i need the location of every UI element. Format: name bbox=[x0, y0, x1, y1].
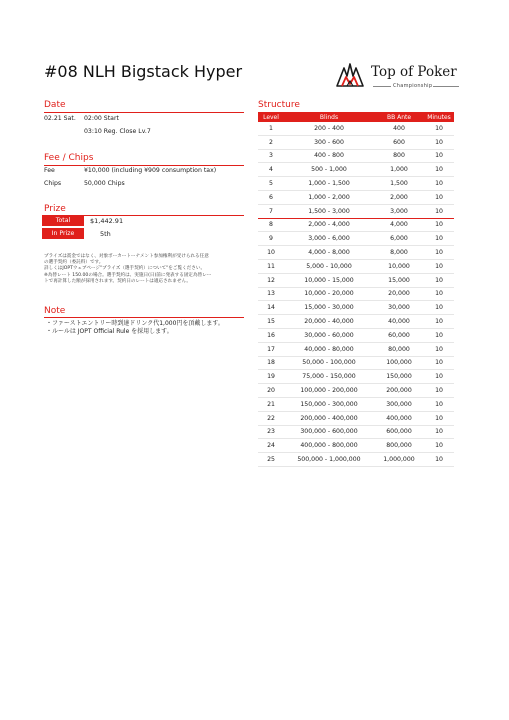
col-minutes: Minutes bbox=[424, 112, 454, 122]
minutes-cell: 10 bbox=[424, 425, 454, 439]
bb-ante-cell: 800,000 bbox=[374, 439, 424, 453]
level-cell: 11 bbox=[258, 259, 284, 273]
col-blinds: Blinds bbox=[284, 112, 374, 122]
blinds-cell: 10,000 - 20,000 bbox=[284, 287, 374, 301]
blinds-cell: 500,000 - 1,000,000 bbox=[284, 453, 374, 467]
blinds-cell: 50,000 - 100,000 bbox=[284, 356, 374, 370]
prize-total-label: Total bbox=[42, 215, 84, 226]
minutes-cell: 10 bbox=[424, 328, 454, 342]
prize-inprize-value: 5th bbox=[100, 230, 111, 238]
level-cell: 2 bbox=[258, 135, 284, 149]
minutes-cell: 10 bbox=[424, 439, 454, 453]
prize-note-line: トで再計算した額が採用されます。契約日のレートは適応されません。 bbox=[44, 278, 191, 284]
prize-note-line: の選手契約（委託料）です。 bbox=[44, 260, 104, 266]
date-day: 02.21 Sat. bbox=[44, 115, 76, 122]
bb-ante-cell: 150,000 bbox=[374, 370, 424, 384]
level-cell: 12 bbox=[258, 273, 284, 287]
chips-label: Chips bbox=[44, 180, 62, 187]
blinds-cell: 40,000 - 80,000 bbox=[284, 342, 374, 356]
bb-ante-cell: 1,000 bbox=[374, 163, 424, 177]
level-cell: 3 bbox=[258, 149, 284, 163]
blinds-cell: 5,000 - 10,000 bbox=[284, 259, 374, 273]
level-cell: 9 bbox=[258, 232, 284, 246]
table-row bbox=[258, 384, 454, 398]
table-row bbox=[258, 177, 454, 191]
level-cell: 1 bbox=[258, 122, 284, 135]
blinds-cell: 400 - 800 bbox=[284, 149, 374, 163]
structure-heading: Structure bbox=[258, 100, 300, 110]
level-cell: 7 bbox=[258, 204, 284, 218]
prize-total-value: $1,442.91 bbox=[90, 217, 124, 225]
level-cell: 4 bbox=[258, 163, 284, 177]
level-cell: 15 bbox=[258, 315, 284, 329]
table-row bbox=[258, 204, 454, 218]
bb-ante-cell: 100,000 bbox=[374, 356, 424, 370]
table-row bbox=[258, 122, 454, 135]
level-cell: 14 bbox=[258, 301, 284, 315]
level-cell: 22 bbox=[258, 411, 284, 425]
minutes-cell: 10 bbox=[424, 204, 454, 218]
blinds-cell: 20,000 - 40,000 bbox=[284, 315, 374, 329]
minutes-cell: 10 bbox=[424, 384, 454, 398]
bb-ante-cell: 2,000 bbox=[374, 190, 424, 204]
level-cell: 13 bbox=[258, 287, 284, 301]
date-heading: Date bbox=[44, 100, 66, 110]
bb-ante-cell: 400,000 bbox=[374, 411, 424, 425]
minutes-cell: 10 bbox=[424, 190, 454, 204]
bb-ante-cell: 4,000 bbox=[374, 218, 424, 232]
minutes-cell: 10 bbox=[424, 397, 454, 411]
minutes-cell: 10 bbox=[424, 411, 454, 425]
blinds-cell: 30,000 - 60,000 bbox=[284, 328, 374, 342]
bb-ante-cell: 200,000 bbox=[374, 384, 424, 398]
minutes-cell: 10 bbox=[424, 287, 454, 301]
blinds-cell: 300 - 600 bbox=[284, 135, 374, 149]
minutes-cell: 10 bbox=[424, 149, 454, 163]
level-cell: 25 bbox=[258, 453, 284, 467]
table-row bbox=[258, 356, 454, 370]
table-row bbox=[258, 246, 454, 260]
level-cell: 23 bbox=[258, 425, 284, 439]
bb-ante-cell: 1,500 bbox=[374, 177, 424, 191]
table-row bbox=[258, 190, 454, 204]
blinds-cell: 1,000 - 1,500 bbox=[284, 177, 374, 191]
bb-ante-cell: 600 bbox=[374, 135, 424, 149]
bb-ante-cell: 800 bbox=[374, 149, 424, 163]
table-row bbox=[258, 425, 454, 439]
blinds-cell: 1,000 - 2,000 bbox=[284, 190, 374, 204]
prize-note-line: プライズは賞金ではなく、対象ポーカートーナメント参加権利が受けられる任意 bbox=[44, 254, 209, 259]
chips-value: 50,000 Chips bbox=[84, 180, 125, 187]
bb-ante-cell: 10,000 bbox=[374, 259, 424, 273]
prize-note-line: ※為替レート 150.00の場合。選手契約は、実施日(日)前に発表する固定為替レー bbox=[44, 272, 212, 278]
blinds-cell: 100,000 - 200,000 bbox=[284, 384, 374, 398]
reg-close: 03:10 Reg. Close Lv.7 bbox=[84, 128, 151, 135]
prize-note bbox=[44, 254, 249, 285]
table-row bbox=[258, 397, 454, 411]
structure-table bbox=[258, 112, 454, 467]
minutes-cell: 10 bbox=[424, 315, 454, 329]
level-cell: 21 bbox=[258, 397, 284, 411]
table-row bbox=[258, 328, 454, 342]
blinds-cell: 3,000 - 6,000 bbox=[284, 232, 374, 246]
blinds-cell: 300,000 - 600,000 bbox=[284, 425, 374, 439]
minutes-cell: 10 bbox=[424, 356, 454, 370]
minutes-cell: 10 bbox=[424, 177, 454, 191]
blinds-cell: 15,000 - 30,000 bbox=[284, 301, 374, 315]
table-row bbox=[258, 342, 454, 356]
table-row bbox=[258, 149, 454, 163]
blinds-cell: 500 - 1,000 bbox=[284, 163, 374, 177]
table-row bbox=[258, 453, 454, 467]
minutes-cell: 10 bbox=[424, 370, 454, 384]
logo-subtitle: Championship bbox=[393, 83, 433, 89]
minutes-cell: 10 bbox=[424, 163, 454, 177]
logo-name: Top of Poker bbox=[371, 64, 457, 80]
minutes-cell: 10 bbox=[424, 218, 454, 232]
minutes-cell: 10 bbox=[424, 453, 454, 467]
minutes-cell: 10 bbox=[424, 273, 454, 287]
level-cell: 18 bbox=[258, 356, 284, 370]
bb-ante-cell: 1,000,000 bbox=[374, 453, 424, 467]
blinds-cell: 150,000 - 300,000 bbox=[284, 397, 374, 411]
table-row bbox=[258, 370, 454, 384]
note-heading: Note bbox=[44, 306, 66, 316]
blinds-cell: 4,000 - 8,000 bbox=[284, 246, 374, 260]
minutes-cell: 10 bbox=[424, 246, 454, 260]
prize-note-line: 詳しくはJOPTウェブページ"プライズ（選手契約）について"をご覧ください。 bbox=[44, 266, 206, 272]
bb-ante-cell: 80,000 bbox=[374, 342, 424, 356]
level-cell: 16 bbox=[258, 328, 284, 342]
level-cell: 20 bbox=[258, 384, 284, 398]
col-bb-ante: BB Ante bbox=[374, 112, 424, 122]
level-cell: 17 bbox=[258, 342, 284, 356]
bb-ante-cell: 300,000 bbox=[374, 397, 424, 411]
blinds-cell: 200 - 400 bbox=[284, 122, 374, 135]
prize-heading: Prize bbox=[44, 204, 66, 214]
minutes-cell: 10 bbox=[424, 122, 454, 135]
note-line: ・ファーストエントリー時到達ドリンク代1,000円を頂戴します。 bbox=[46, 320, 224, 327]
minutes-cell: 10 bbox=[424, 342, 454, 356]
minutes-cell: 10 bbox=[424, 259, 454, 273]
table-row bbox=[258, 301, 454, 315]
table-row bbox=[258, 287, 454, 301]
table-row bbox=[258, 163, 454, 177]
table-row bbox=[258, 315, 454, 329]
bb-ante-cell: 15,000 bbox=[374, 273, 424, 287]
bb-ante-cell: 6,000 bbox=[374, 232, 424, 246]
fee-chips-heading: Fee / Chips bbox=[44, 153, 94, 163]
note-line: ・ルールは JOPT Official Rule を採用します。 bbox=[46, 328, 173, 335]
table-row bbox=[258, 439, 454, 453]
table-row bbox=[258, 259, 454, 273]
bb-ante-cell: 3,000 bbox=[374, 204, 424, 218]
blinds-cell: 1,500 - 3,000 bbox=[284, 204, 374, 218]
col-level: Level bbox=[258, 112, 284, 122]
level-cell: 8 bbox=[258, 218, 284, 232]
start-time: 02:00 Start bbox=[84, 115, 119, 122]
minutes-cell: 10 bbox=[424, 232, 454, 246]
bb-ante-cell: 20,000 bbox=[374, 287, 424, 301]
level-cell: 19 bbox=[258, 370, 284, 384]
table-row bbox=[258, 411, 454, 425]
blinds-cell: 400,000 - 800,000 bbox=[284, 439, 374, 453]
bb-ante-cell: 600,000 bbox=[374, 425, 424, 439]
logo bbox=[333, 62, 463, 96]
blinds-cell: 75,000 - 150,000 bbox=[284, 370, 374, 384]
table-row bbox=[258, 218, 454, 232]
level-cell: 6 bbox=[258, 190, 284, 204]
blinds-cell: 10,000 - 15,000 bbox=[284, 273, 374, 287]
level-cell: 5 bbox=[258, 177, 284, 191]
table-row bbox=[258, 232, 454, 246]
minutes-cell: 10 bbox=[424, 135, 454, 149]
table-row bbox=[258, 135, 454, 149]
blinds-cell: 2,000 - 4,000 bbox=[284, 218, 374, 232]
page-title: #08 NLH Bigstack Hyper bbox=[44, 62, 243, 81]
bb-ante-cell: 60,000 bbox=[374, 328, 424, 342]
table-row bbox=[258, 273, 454, 287]
level-cell: 24 bbox=[258, 439, 284, 453]
level-cell: 10 bbox=[258, 246, 284, 260]
bb-ante-cell: 8,000 bbox=[374, 246, 424, 260]
bb-ante-cell: 30,000 bbox=[374, 301, 424, 315]
bb-ante-cell: 40,000 bbox=[374, 315, 424, 329]
blinds-cell: 200,000 - 400,000 bbox=[284, 411, 374, 425]
minutes-cell: 10 bbox=[424, 301, 454, 315]
poker-logo-icon bbox=[333, 62, 367, 88]
structure-header-row bbox=[258, 112, 454, 122]
prize-inprize-label: In Prize bbox=[42, 228, 84, 239]
fee-value: ¥10,000 (including ¥909 consumption tax) bbox=[84, 167, 217, 174]
fee-label: Fee bbox=[44, 167, 55, 174]
bb-ante-cell: 400 bbox=[374, 122, 424, 135]
